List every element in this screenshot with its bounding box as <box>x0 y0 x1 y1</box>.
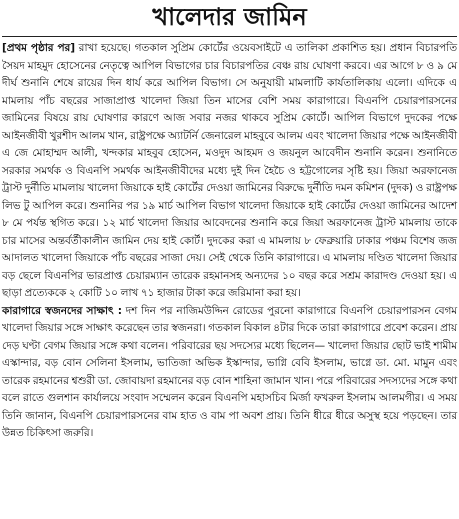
headline-rule <box>2 36 457 37</box>
article-body <box>2 40 457 443</box>
article-paragraph-2 <box>2 303 457 443</box>
paragraph-1-text: রাখা হয়েছে। গতকাল সুপ্রিম কোর্টের ওয়েবসাইটে এ তালিকা প্রকাশিত হয়। প্রধান বিচারপতি সৈয়দ মাহমুদ হোসেনের নেতৃত্বে আপিল বিভাগের চার বিচারপতির বেঞ্চ রায় ঘোষণা করবে। এর আগে ৮ ও ৯ মে দীর্ঘ শুনানি শেষে রায়ের দিন ধার্য করে আপিল বিভাগ। সে অনুযায়ী মামলাটি কার্যতালিকায় এলো। এদিকে এ মামলায় পাঁচ বছরের সাজাপ্রাপ্ত খালেদা জিয়া তিন মাসের বেশি সময় কারাগারে। বিএনপি চেয়ারপারসনের জামিনের বিষয়ে রায় ঘোষণার কারণে আজ সবার নজর থাকবে সুপ্রিম কোর্টে। আপিল বিভাগে দুদকের পক্ষে আইনজীবী খুরশীদ আলম খান, রাষ্ট্রপক্ষে অ্যাটর্নি জেনারেল মাহবুবে আলম এবং খালেদা জিয়ার পক্ষে আইনজীবী এ জে মোহাম্মদ আলী, খন্দকার মাহবুব হোসেন, মওদুদ আহমদ ও জয়নুল আবেদীন শুনানি করেন। শুনানিতে সরকার সমর্থক ও বিএনপি সমর্থক আইনজীবীদের মধ্যে দুই দিন হৈচৈ ও হট্টগোলের সৃষ্টি হয়। জিয়া অরফানেজ ট্রাস্ট দুর্নীতি মামলায় খালেদা জিয়াকে হাই কোর্টের দেওয়া জামিনের বিরুদ্ধে দুর্নীতি দমন কমিশন (দুদক) ও রাষ্ট্রপক্ষ লিভ টু আপিল করে। শুনানির পর ১৯ মার্চ আপিল বিভাগ খালেদা জিয়াকে হাই কোর্টের দেওয়া জামিনের আদেশ ৮ মে পর্যন্ত স্থগিত করে। ১২ মার্চ খালেদা জিয়ার আবেদনের শুনানি করে জিয়া অরফানেজ ট্রাস্ট মামলায় তাকে চার মাসের অন্তর্বর্তীকালীন জামিন দেয় হাই কোর্ট। দুদকের করা এ মামলায় ৮ ফেব্রুয়ারি ঢাকার পঞ্চম বিশেষ জজ আদালত খালেদা জিয়াকে পাঁচ বছরের সাজা দেয়। সেই থেকে তিনি কারাগারে। এ মামলায় দণ্ডিত খালেদা জিয়ার বড় ছেলে বিএনপির ভারপ্রাপ্ত চেয়ারম্যান তারেক রহমানসহ অন্যদের ১০ বছর করে সশ্রম কারাদণ্ড দেওয়া হয়। এ ছাড়া প্রত্যেককে ২ কোটি ১০ লাখ ৭১ হাজার টাকা করে জরিমানা করা হয়। <box>2 42 457 299</box>
paragraph-2-text: দশ দিন পর নাজিমউদ্দিন রোডের পুরনো কারাগারে বিএনপি চেয়ারপারসন বেগম খালেদা জিয়ার সঙ্গে সাক্ষাৎ করেছেন তার স্বজনরা। গতকাল বিকাল ৪টার দিকে তারা কারাগারে প্রবেশ করেন। প্রায় দেড় ঘণ্টা বেগম জিয়ার সঙ্গে কথা বলেন। পরিবারের ছয় সদস্যের মধ্যে ছিলেন— খালেদা জিয়ার ছোট ভাই শামীম এস্কান্দার, বড় বোন সেলিনা ইসলাম, ভাতিজা অভিক ইস্কান্দার, ভাগ্নি বেবি ইসলাম, ভাগ্নে ডা. মো. মামুন এবং তারেক রহমানের শ্বশুরী ডা. জোবায়দা রহমানের বড় বোন শাহিনা জামান খান। পরে পরিবারের সদস্যদের সঙ্গে কথা বলে রাতে গুলশান কার্যালয়ে সংবাদ সম্মেলন করেন বিএনপি মহাসচিব মির্জা ফখরুল ইসলাম আলমগীর। এ সময় তিনি জানান, বিএনপি চেয়ারপারসনের বাম হাত ও বাম পা অবশ প্রায়। তিনি ধীরে ধীরে অসুস্থ হয়ে পড়ছেন। তার উন্নত চিকিৎসা জরুরি। <box>2 304 457 439</box>
article-paragraph-1 <box>2 40 457 303</box>
subheading-tag: কারাগারে স্বজনদের সাক্ষাৎ : <box>2 304 122 317</box>
headline: খালেদার জামিন <box>152 3 307 31</box>
headline-area <box>0 0 459 40</box>
continuation-tag: [প্রথম পৃষ্ঠার পর] <box>2 42 75 54</box>
